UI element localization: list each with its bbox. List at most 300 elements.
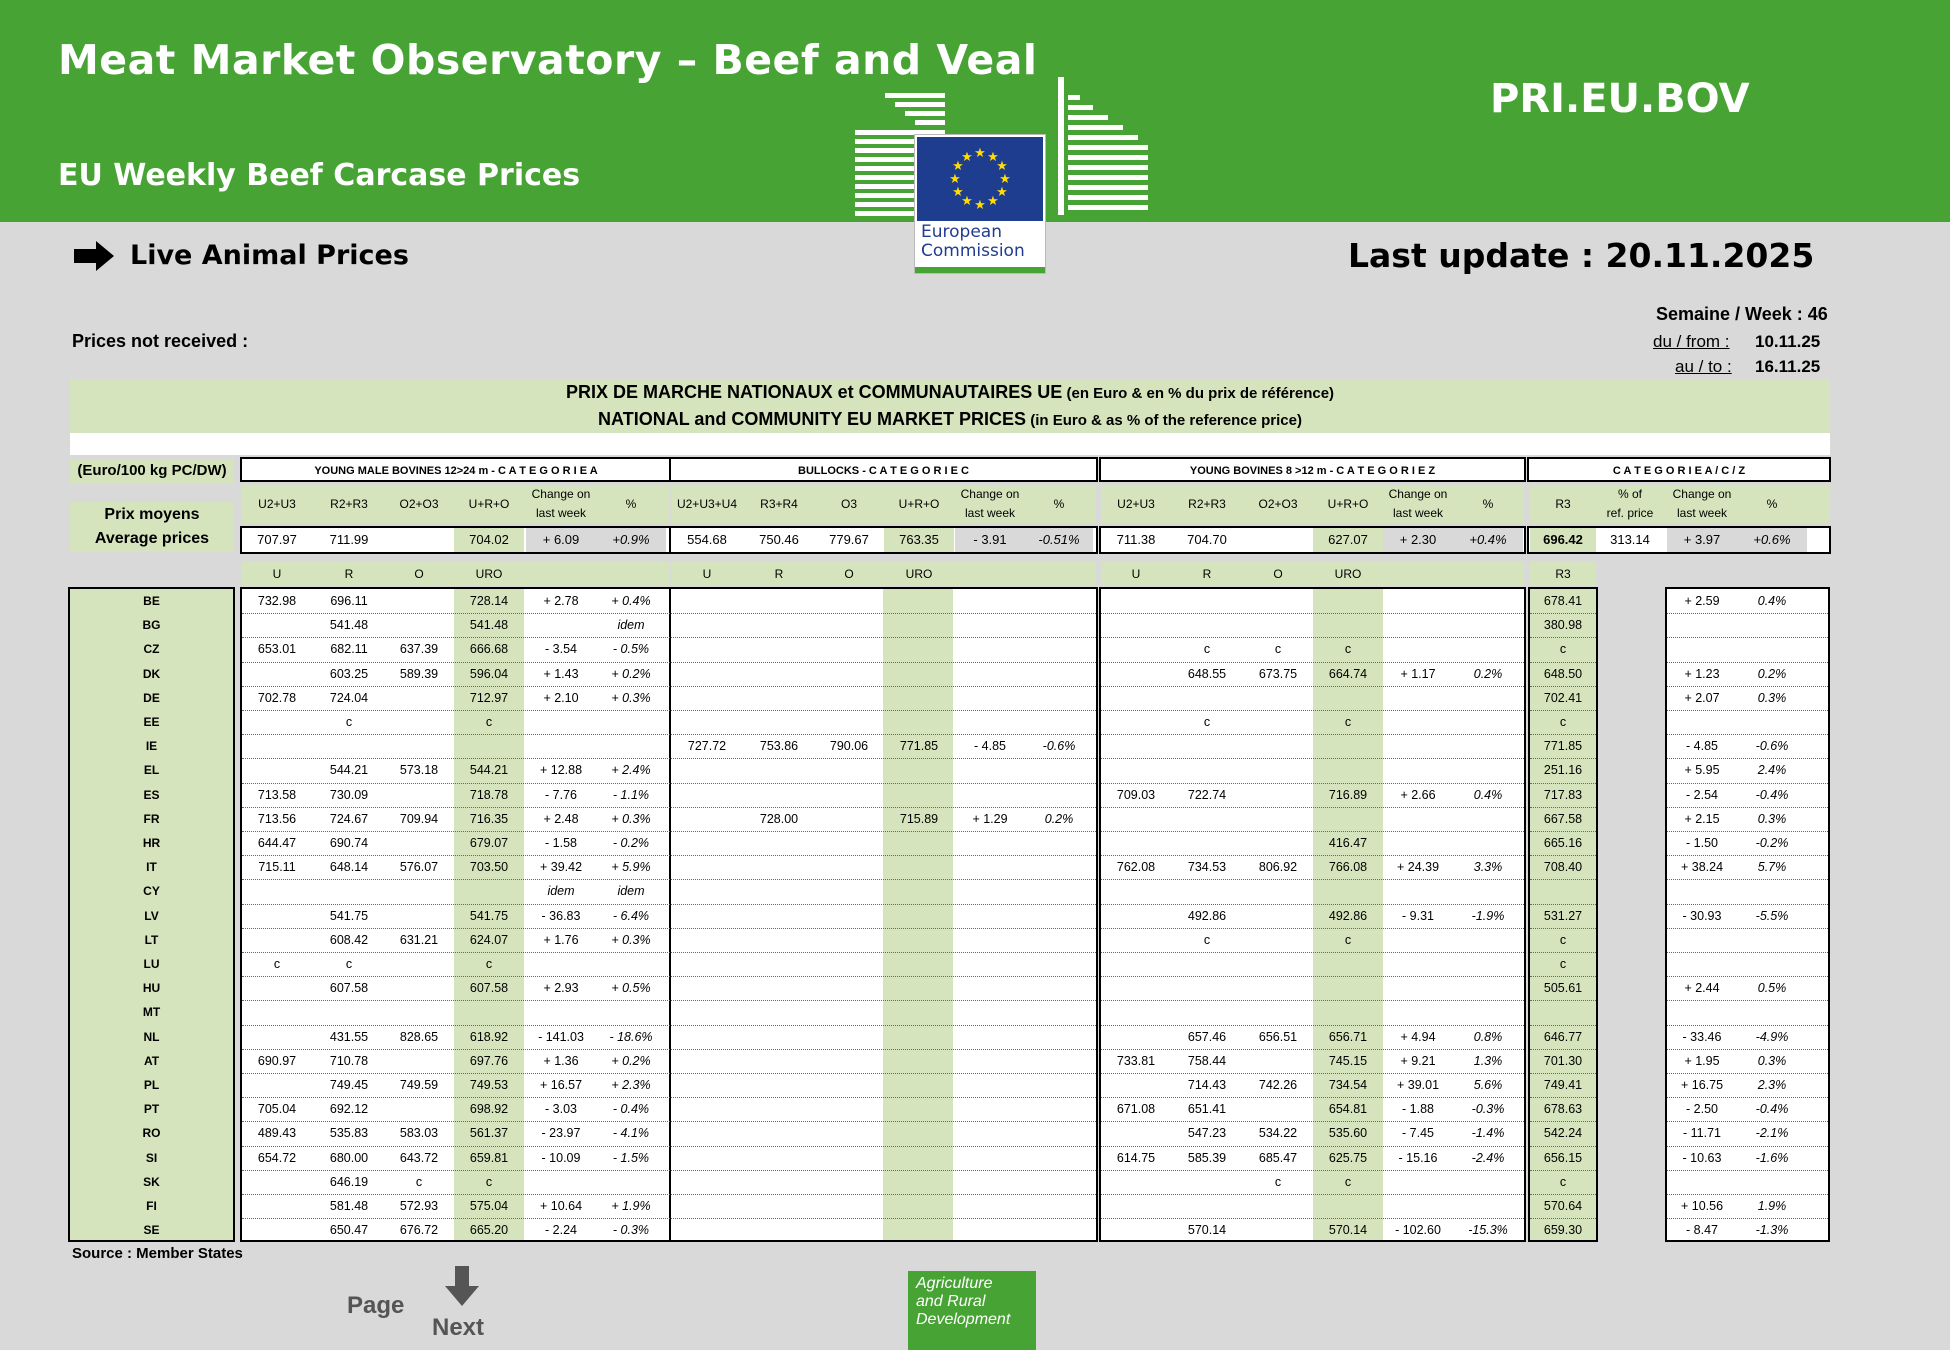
row-divider	[1101, 952, 1524, 953]
table-cell: 646.77	[1543, 1029, 1583, 1044]
table-cell: + 0.2%	[611, 666, 651, 681]
row-divider	[671, 976, 1096, 977]
table-cell: + 2.66	[1400, 787, 1436, 802]
table-cell: 712.97	[469, 690, 509, 705]
title-en-sub: (in Euro & as % of the reference price)	[1026, 412, 1302, 429]
average-value: 696.42	[1543, 532, 1583, 547]
table-cell: -1.3%	[1755, 1223, 1789, 1238]
prices-not-received: Prices not received :	[72, 331, 249, 351]
unit-label: (Euro/100 kg PC/DW)	[70, 459, 234, 483]
table-cell: - 10.09	[541, 1150, 581, 1165]
table-cell: 0.4%	[1757, 594, 1787, 608]
svg-text:★: ★	[996, 185, 1008, 200]
category-header: C A T E G O R I E A / C / Z	[1527, 457, 1831, 482]
row-divider	[671, 1170, 1096, 1171]
table-cell: + 0.2%	[611, 1053, 651, 1068]
table-cell: 0.3%	[1757, 690, 1787, 705]
country-code: FR	[143, 811, 160, 826]
table-cell: -5.5%	[1755, 908, 1789, 923]
table-cell: c	[1274, 1174, 1282, 1189]
table-cell: 603.25	[329, 666, 369, 681]
table-cell: 576.07	[399, 860, 439, 875]
table-cell: 702.78	[257, 690, 297, 705]
table-cell: 0.4%	[1473, 787, 1503, 802]
average-value: 763.35	[899, 532, 939, 547]
table-cell: 753.86	[759, 739, 799, 754]
table-cell: 790.06	[829, 739, 869, 754]
country-code: ES	[143, 787, 160, 802]
table-cell: 698.92	[469, 1102, 509, 1117]
table-cell: 728.00	[759, 811, 799, 826]
table-cell: - 8.47	[1686, 1223, 1718, 1238]
average-value: + 6.09	[542, 532, 580, 547]
table-cell: 544.21	[469, 763, 509, 778]
column-subheader: R	[344, 567, 354, 581]
table-cell: - 7.45	[1402, 1126, 1434, 1141]
table-cell: + 1.43	[543, 666, 579, 681]
table-cell: 657.46	[1187, 1029, 1227, 1044]
table-cell: 648.55	[1187, 666, 1227, 681]
table-cell: 492.86	[1187, 908, 1227, 923]
country-code: EL	[143, 763, 160, 778]
country-code: AT	[143, 1053, 160, 1068]
table-cell: 771.85	[1543, 739, 1583, 754]
average-value: 711.38	[1116, 532, 1156, 547]
average-value: 707.97	[257, 532, 297, 547]
column-header: %	[1053, 496, 1065, 511]
row-divider	[671, 758, 1096, 759]
table-cell: 680.00	[329, 1150, 369, 1165]
spacer-band	[70, 433, 1830, 455]
table-cell: -1.4%	[1471, 1126, 1505, 1141]
country-code: BG	[142, 618, 161, 633]
table-cell: 665.20	[469, 1223, 509, 1238]
column-header: %	[625, 496, 637, 511]
column-header: %	[1482, 496, 1494, 511]
table-cell: 544.21	[329, 763, 369, 778]
table-cell: 713.58	[257, 787, 297, 802]
title-fr-sub: (en Euro & en % du prix de référence)	[1062, 385, 1335, 402]
average-value	[1243, 526, 1313, 554]
table-cell: 749.45	[329, 1078, 369, 1092]
table-cell: 0.3%	[1757, 1053, 1787, 1068]
row-divider	[671, 783, 1096, 784]
table-cell: 703.50	[469, 860, 509, 875]
table-cell: 625.75	[1328, 1150, 1368, 1165]
table-cell: + 1.36	[543, 1053, 579, 1068]
table-cell: -0.3%	[1471, 1102, 1505, 1117]
country-code: NL	[143, 1029, 160, 1044]
column-subheader: U	[702, 567, 712, 581]
table-cell: 1.9%	[1757, 1199, 1787, 1213]
table-cell: 713.56	[257, 811, 297, 826]
row-divider	[671, 1025, 1096, 1026]
country-code: LV	[144, 908, 159, 923]
table-cell: 685.47	[1258, 1150, 1298, 1165]
table-cell: - 1.5%	[612, 1150, 650, 1165]
table-cell: 682.11	[330, 642, 368, 657]
country-code: CZ	[143, 642, 160, 657]
average-value: 711.99	[329, 532, 369, 547]
table-cell: - 36.83	[541, 908, 581, 923]
category-header: BULLOCKS - C A T E G O R I E C	[669, 457, 1098, 482]
table-cell: - 23.97	[541, 1126, 581, 1141]
average-value: 704.70	[1187, 532, 1227, 547]
table-cell: 0.2%	[1044, 811, 1074, 826]
table-cell: -0.4%	[1755, 1102, 1789, 1117]
table-cell: 654.81	[1328, 1102, 1368, 1117]
table-cell: 654.72	[257, 1150, 297, 1165]
table-cell: + 2.48	[543, 811, 579, 826]
table-cell: 690.74	[329, 836, 369, 850]
country-code: IT	[146, 860, 157, 875]
table-cell: 573.18	[399, 763, 439, 778]
row-divider	[1530, 879, 1596, 880]
table-cell: + 10.64	[539, 1199, 583, 1213]
row-divider	[671, 1049, 1096, 1050]
table-cell: - 4.85	[1686, 739, 1718, 754]
table-cell: -15.3%	[1468, 1223, 1508, 1238]
svg-text:★: ★	[952, 185, 964, 200]
country-code: BE	[143, 594, 160, 608]
table-cell: 679.07	[469, 836, 509, 850]
column-header: R3	[1555, 496, 1571, 511]
table-cell: c	[345, 715, 353, 729]
table-cell: c	[1559, 932, 1567, 947]
last-update: Last update : 20.11.2025	[1348, 236, 1815, 275]
table-cell: 570.64	[1543, 1199, 1583, 1213]
column-header: O2+O3	[399, 496, 439, 511]
table-cell: + 24.39	[1396, 860, 1440, 875]
table-cell: 251.16	[1543, 763, 1583, 778]
table-cell: + 39.42	[539, 860, 583, 875]
country-code: PT	[143, 1102, 160, 1117]
table-cell: 541.48	[469, 618, 509, 633]
table-cell: 716.89	[1328, 787, 1368, 802]
down-arrow-icon[interactable]	[445, 1266, 479, 1306]
table-cell: - 102.60	[1395, 1223, 1441, 1238]
avg-label-en: Average prices	[70, 526, 234, 552]
row-divider	[671, 879, 1096, 880]
table-cell: 734.54	[1328, 1078, 1368, 1092]
table-cell: 531.27	[1543, 908, 1583, 923]
table-cell: - 3.03	[545, 1102, 577, 1117]
table-cell: - 3.54	[545, 642, 577, 657]
table-cell: - 0.5%	[612, 642, 650, 657]
table-cell: 541.48	[329, 618, 369, 633]
table-cell: 648.50	[1543, 666, 1583, 681]
country-code: MT	[142, 1005, 161, 1020]
column-subheader: URO	[475, 567, 503, 581]
table-cell: 766.08	[1328, 860, 1368, 875]
table-cell: c	[485, 1174, 493, 1189]
table-cell: + 2.44	[1684, 981, 1720, 996]
svg-text:★: ★	[961, 150, 973, 165]
table-cell: 715.11	[258, 860, 296, 875]
country-code: IE	[145, 739, 158, 754]
table-cell: - 1.1%	[612, 787, 650, 802]
live-animal-prices-link[interactable]	[74, 240, 409, 271]
row-divider	[1667, 952, 1828, 953]
table-cell: - 1.58	[545, 836, 577, 850]
row-divider	[671, 1097, 1096, 1098]
country-code: LU	[143, 957, 160, 971]
table-cell: 724.67	[329, 811, 369, 826]
country-code: DK	[142, 666, 161, 681]
table-cell: + 39.01	[1396, 1078, 1440, 1092]
table-cell: - 0.3%	[612, 1223, 650, 1238]
average-value: 704.02	[469, 532, 509, 547]
page-title: Meat Market Observatory – Beef and Veal	[58, 36, 1038, 84]
table-cell: 589.39	[399, 666, 439, 681]
table-cell: c	[485, 957, 493, 971]
table-cell: + 0.3%	[611, 811, 651, 826]
table-cell: + 2.07	[1684, 690, 1720, 705]
column-header: Change on last week	[1672, 487, 1732, 520]
table-cell: c	[345, 957, 353, 971]
row-divider	[1101, 1000, 1524, 1001]
table-cell: 710.78	[329, 1053, 369, 1068]
table-cell: 701.30	[1543, 1053, 1583, 1068]
column-header: U2+U3	[258, 496, 296, 511]
table-cell: 656.15	[1543, 1150, 1583, 1165]
table-cell: 416.47	[1328, 836, 1368, 850]
table-cell: 585.39	[1187, 1150, 1227, 1165]
table-cell: - 18.6%	[609, 1029, 653, 1044]
table-cell: 666.68	[469, 642, 509, 657]
table-cell: -2.4%	[1471, 1150, 1505, 1165]
country-code: HU	[142, 981, 161, 996]
table-cell: 708.40	[1543, 860, 1583, 875]
table-cell: 644.47	[257, 836, 297, 850]
table-cell: 581.48	[329, 1199, 369, 1213]
table-cell: 828.65	[399, 1029, 439, 1044]
table-cell: 749.41	[1543, 1078, 1583, 1092]
table-cell: 583.03	[399, 1126, 439, 1141]
right-arrow-icon	[74, 241, 114, 271]
table-cell: c	[415, 1174, 423, 1189]
table-cell: 745.15	[1328, 1053, 1368, 1068]
country-code: HR	[142, 836, 161, 850]
country-code: PL	[143, 1078, 160, 1092]
table-cell: + 1.29	[972, 811, 1008, 826]
table-cell: idem	[547, 884, 575, 899]
column-subheader: R3	[1555, 567, 1571, 581]
average-value: +0.4%	[1469, 532, 1507, 547]
column-header: Change on last week	[531, 487, 591, 520]
table-cell: - 141.03	[538, 1029, 584, 1044]
table-cell: 607.58	[469, 981, 509, 996]
table-cell: 572.93	[399, 1199, 439, 1213]
table-cell: 678.41	[1543, 594, 1583, 608]
page-subtitle: EU Weekly Beef Carcase Prices	[58, 158, 581, 193]
table-cell: 656.71	[1328, 1029, 1368, 1044]
avg-label-fr: Prix moyens	[70, 502, 234, 528]
table-cell: + 12.88	[539, 763, 583, 778]
table-cell: 730.09	[329, 787, 369, 802]
table-cell: 5.6%	[1473, 1078, 1503, 1092]
row-divider	[671, 1073, 1096, 1074]
table-cell: c	[1344, 932, 1352, 947]
table-cell: - 2.54	[1686, 787, 1718, 802]
table-cell: 714.43	[1187, 1078, 1227, 1092]
table-cell: c	[1344, 642, 1352, 657]
table-cell: c	[1274, 642, 1282, 657]
table-cell: 0.3%	[1757, 811, 1787, 826]
table-cell: 5.7%	[1757, 860, 1787, 875]
table-cell: -0.6%	[1755, 739, 1789, 754]
table-cell: 718.78	[469, 787, 509, 802]
from-date: 10.11.25	[1755, 332, 1821, 351]
country-code: SK	[143, 1174, 160, 1189]
table-cell: 659.30	[1543, 1223, 1583, 1238]
average-value: + 3.97	[1683, 532, 1721, 547]
table-cell: -4.9%	[1755, 1029, 1789, 1044]
table-cell: -0.6%	[1042, 739, 1076, 754]
row-divider	[1101, 976, 1524, 977]
table-cell: -0.4%	[1755, 787, 1789, 802]
table-cell: 727.72	[687, 739, 727, 754]
row-divider	[1667, 1170, 1828, 1171]
table-cell: + 0.5%	[611, 981, 651, 996]
country-code: EE	[143, 715, 160, 729]
table-cell: + 2.10	[543, 690, 579, 705]
to-date: 16.11.25	[1755, 357, 1821, 376]
table-cell: - 9.31	[1402, 908, 1434, 923]
table-cell: 732.98	[257, 594, 297, 608]
table-cell: 676.72	[399, 1223, 439, 1238]
next-page-link[interactable]: Next	[432, 1314, 485, 1341]
table-cell: c	[1344, 715, 1352, 729]
table-cell: 650.47	[329, 1223, 369, 1238]
table-cell: 3.3%	[1473, 860, 1503, 875]
table-cell: 541.75	[329, 908, 369, 923]
svg-text:★: ★	[974, 146, 986, 161]
row-divider	[1667, 1000, 1828, 1001]
table-cell: 656.51	[1258, 1029, 1298, 1044]
table-cell: + 16.57	[539, 1078, 583, 1092]
table-cell: 692.12	[329, 1102, 369, 1117]
table-cell: c	[485, 715, 493, 729]
column-header: R3+R4	[760, 496, 798, 511]
table-cell: 651.41	[1187, 1102, 1227, 1117]
table-cell: + 4.94	[1400, 1029, 1436, 1044]
table-cell: 724.04	[329, 690, 369, 705]
source-note: Source : Member States	[72, 1245, 243, 1262]
country-code: FI	[146, 1199, 157, 1213]
table-cell: 2.3%	[1757, 1078, 1787, 1092]
title-fr: PRIX DE MARCHE NATIONAUX et COMMUNAUTAIRES UE	[565, 382, 1063, 402]
report-code: PRI.EU.BOV	[1490, 76, 1750, 122]
eu-flag-icon	[917, 137, 1043, 221]
live-animal-prices-label: Live Animal Prices	[130, 240, 409, 271]
table-cell: 717.83	[1543, 787, 1583, 802]
title-en: NATIONAL and COMMUNITY EU MARKET PRICES	[598, 409, 1027, 429]
table-cell: - 1.88	[1402, 1102, 1434, 1117]
row-divider	[671, 1218, 1096, 1219]
table-cell: - 15.16	[1398, 1150, 1438, 1165]
table-cell: + 9.21	[1400, 1053, 1436, 1068]
table-cell: 697.76	[469, 1053, 509, 1068]
column-subheader: U	[272, 567, 282, 581]
table-cell: c	[1203, 932, 1211, 947]
table-cell: 535.83	[329, 1126, 369, 1141]
table-cell: 2.4%	[1757, 763, 1787, 778]
column-header: Change on last week	[1388, 487, 1448, 520]
table-cell: 734.53	[1187, 860, 1227, 875]
table-cell: + 1.76	[543, 932, 579, 947]
country-code: RO	[142, 1126, 161, 1141]
row-divider	[1667, 879, 1828, 880]
column-header: Change on last week	[960, 487, 1020, 520]
row-divider	[671, 1121, 1096, 1122]
table-cell: + 10.56	[1680, 1199, 1724, 1213]
table-cell: - 30.93	[1682, 908, 1722, 923]
svg-text:★: ★	[999, 172, 1011, 187]
column-header: O3	[840, 496, 857, 511]
average-value: 750.46	[759, 532, 799, 547]
average-value: -0.51%	[1038, 532, 1080, 547]
ec-logo-bar	[915, 267, 1045, 273]
column-header: O2+O3	[1258, 496, 1298, 511]
svg-text:★: ★	[961, 194, 973, 209]
table-cell: 742.26	[1258, 1078, 1298, 1092]
row-divider	[242, 734, 670, 735]
row-divider	[671, 637, 1096, 638]
row-divider	[1101, 734, 1524, 735]
column-subheader: O	[414, 567, 424, 581]
table-cell: 542.24	[1543, 1126, 1583, 1141]
table-cell: 618.92	[469, 1029, 509, 1044]
table-cell: idem	[617, 618, 645, 633]
table-cell: 678.63	[1543, 1102, 1583, 1117]
table-cell: + 2.59	[1684, 594, 1720, 608]
table-cell: 0.2%	[1473, 666, 1503, 681]
category-header: YOUNG BOVINES 8 >12 m - C A T E G O R I E Z	[1099, 457, 1526, 482]
table-cell: + 0.3%	[611, 932, 651, 947]
table-cell: 534.22	[1258, 1126, 1298, 1141]
row-divider	[1667, 710, 1828, 711]
column-header: U2+U3+U4	[676, 496, 738, 511]
svg-text:★: ★	[952, 159, 964, 174]
table-cell: + 1.95	[1684, 1053, 1720, 1068]
table-cell: 722.74	[1187, 787, 1227, 802]
table-cell: 608.42	[329, 932, 369, 947]
svg-text:★: ★	[974, 198, 986, 213]
row-divider	[671, 952, 1096, 953]
row-divider	[1530, 1000, 1596, 1001]
table-cell: - 4.1%	[612, 1126, 650, 1141]
table-cell: 648.14	[329, 860, 369, 875]
row-divider	[671, 1000, 1096, 1001]
table-cell: - 4.85	[974, 739, 1006, 754]
row-divider	[1101, 807, 1524, 808]
country-code: DE	[143, 690, 160, 705]
table-cell: + 1.17	[1400, 666, 1436, 681]
table-cell: c	[1559, 642, 1567, 657]
table-cell: 637.39	[399, 642, 439, 657]
table-cell: 715.89	[899, 811, 939, 826]
table-cell: 705.04	[257, 1102, 297, 1117]
table-cell: + 5.9%	[611, 860, 651, 875]
table-cell: 607.58	[329, 981, 369, 996]
table-cell: - 0.2%	[612, 836, 650, 850]
table-cell: + 0.4%	[611, 594, 651, 608]
row-divider	[671, 904, 1096, 905]
table-cell: - 6.4%	[612, 908, 650, 923]
column-header: R2+R3	[1188, 496, 1226, 511]
svg-text:★: ★	[996, 159, 1008, 174]
